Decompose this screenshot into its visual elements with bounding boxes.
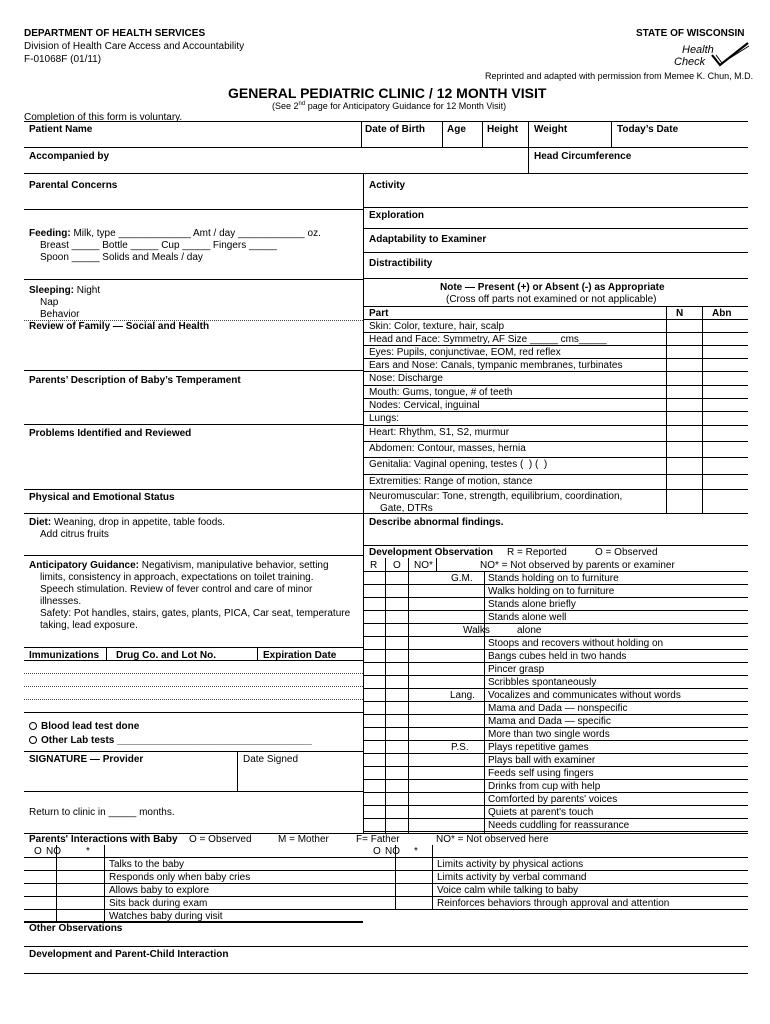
exam-row-line [363,411,748,412]
exam-row-line [363,385,748,386]
feeding-text: Milk, type _____________ Amt / day ____________ oz. [70,228,321,239]
reprint-note: Reprinted and adapted with permission from Memee K. Chun, M.D. [485,71,754,81]
exp-date-label: Expiration Date [263,650,337,661]
dev-row-line [363,779,748,780]
parental-concerns-label: Parental Concerns [29,180,118,191]
blood-lead-checkbox[interactable] [29,722,37,730]
state-name: STATE OF WISCONSIN [636,28,745,39]
interaction-row-line [363,870,748,871]
dev-milestone-label: Vocalizes and communicates without words [488,690,681,701]
dev-milestone-label: Stands alone briefly [488,599,576,610]
exam-part-label: Ears and Nose: Canals, tympanic membranes, turbinates [369,360,623,371]
diet-label: Diet: [29,517,52,528]
dev-milestone-label: Stoops and recovers without holding on [488,638,664,649]
feeding-line-3: Spoon _____ Solids and Meals / day [40,252,203,263]
exam-part-label: Genitalia: Vaginal opening, testes ( ) ( ) [369,459,548,470]
exam-row-line [363,441,748,442]
dev-row-line [363,714,748,715]
r-reported: R = Reported [507,547,567,558]
age-label: Age [447,124,466,135]
right-col-o: O [373,846,381,857]
other-lab-checkbox[interactable] [29,736,37,744]
interaction-item-left: Responds only when baby cries [109,872,251,883]
phys-emot-label: Physical and Emotional Status [29,492,175,503]
exam-part-label: Nodes: Cervical, inguinal [369,400,480,411]
feeding-label: Feeding: [29,228,71,239]
dev-row-line [363,753,748,754]
dev-obs-label: Development Observation [369,547,493,558]
dev-milestone-label: Needs cuddling for reassurance [488,820,630,831]
left-col-o: O [34,846,42,857]
form-number: F-01068F (01/11) [24,54,102,65]
sleeping-night: Night [74,285,101,296]
other-lab-row[interactable] [29,736,312,746]
blood-lead-row[interactable] [29,722,139,732]
ag-line-2: limits, consistency in approach, expectations on toilet training. [40,572,314,583]
dev-row-line [363,766,748,767]
interaction-row-line [24,896,363,897]
left-col-no: NO [46,846,61,857]
dev-milestone-label: Quiets at parent's touch [488,807,594,818]
interaction-row-line [24,883,363,884]
dev-row-line [363,805,748,806]
dev-milestone-label: Pincer grasp [488,664,545,675]
exam-row-line [363,474,748,475]
dev-milestone-label: Stands alone well [488,612,567,623]
legend-not-observed: NO* = Not observed here [436,834,549,845]
neuro-line-2: Gate, DTRs [380,503,433,514]
dev-milestone-label: Bangs cubes held in two hands [488,651,627,662]
exam-row-line [363,332,748,333]
legend-observed: O = Observed [189,834,252,845]
dev-row-line [363,831,748,832]
ag-line-6: taking, lead exposure. [40,620,138,631]
dev-milestone-label: Comforted by parents' voices [488,794,618,805]
head-circ-label: Head Circumference [534,151,632,162]
ag-text-1: Negativism, manipulative behavior, setting [139,560,329,571]
dev-category-label: Lang. [450,690,476,701]
dev-milestone-label: Plays ball with examiner [488,755,596,766]
col-no-label: NO* [414,560,433,571]
right-col-star: * [414,846,418,857]
dev-row-line [363,623,748,624]
interaction-item-right: Limits activity by verbal command [437,872,587,883]
describe-abnormal-label: Describe abnormal findings. [369,517,504,528]
n-label: N [676,308,684,319]
dept-name: DEPARTMENT OF HEALTH SERVICES [24,28,206,39]
interaction-row-line [24,922,363,923]
subtitle-post: page for Anticipatory Guidance for 12 Month Visit) [305,101,507,111]
ag-line-3: Speech stimulation. Review of fever control and care of minor [40,584,313,595]
dev-milestone-label: Feeds self using fingers [488,768,594,779]
dev-milestone-label: Walks holding on to furniture [488,586,615,597]
diet-line-2: Add citrus fruits [40,529,109,540]
interactions-label: Parents' Interactions with Baby [29,834,178,845]
dev-row-line [363,662,748,663]
dev-obs-header [369,548,493,558]
other-observations-label: Other Observations [29,923,123,934]
interaction-item-left: Watches baby during visit [109,911,223,922]
exam-part-label: Mouth: Gums, tongue, # of teeth [369,387,513,398]
feeding-line-1 [29,229,321,239]
drug-co-label: Drug Co. and Lot No. [116,650,216,661]
return-clinic: Return to clinic in _____ months. [29,807,175,818]
note-present-absent: Note — Present (+) or Absent (-) as Appropriate [440,282,665,293]
dev-row-line [363,649,748,650]
diet-text: Weaning, drop in appetite, table foods. [51,517,226,528]
interaction-row-line [24,870,363,871]
dev-milestone-label: More than two single words [488,729,610,740]
healthcheck-logo-icon [672,41,752,69]
exam-part-label: Extremities: Range of motion, stance [369,476,533,487]
interaction-item-left: Sits back during exam [109,898,208,909]
interaction-row-line [363,909,748,910]
temperament-label: Parents’ Description of Baby’s Temperament [29,375,241,386]
exam-part-label: Abdomen: Contour, masses, hernia [369,443,526,454]
dev-row-line [363,675,748,676]
division-name: Division of Health Care Access and Accountability [24,41,245,52]
nap-label: Nap [40,297,59,308]
voluntary-note: Completion of this form is voluntary. [24,112,183,123]
exam-part-label: Skin: Color, texture, hair, scalp [369,321,505,332]
accompanied-by-label: Accompanied by [29,151,110,162]
exam-part-label: Eyes: Pupils, conjunctivae, EOM, red reflex [369,347,561,358]
dev-row-line [363,701,748,702]
legend-father: F= Father [356,834,400,845]
col-o-label: O [393,560,401,571]
exam-part-label: Neuromuscular: Tone, strength, equilibrium, coordination, [369,491,623,502]
dev-category-label: G.M. [451,573,473,584]
dev-row-line [363,727,748,728]
dev-row-line [363,688,748,689]
col-r-label: R [370,560,378,571]
exam-row-line [363,398,748,399]
legend-mother: M = Mother [278,834,329,845]
problems-label: Problems Identified and Reviewed [29,428,192,439]
exam-row-line [363,489,748,490]
activity-label: Activity [369,180,406,191]
dev-row-line [363,584,748,585]
exam-row-line [363,345,748,346]
healthcheck-logo [672,41,752,69]
distractibility-label: Distractibility [369,258,433,269]
dev-milestone-label: Drinks from cup with help [488,781,601,792]
adaptability-label: Adaptability to Examiner [369,234,487,245]
interaction-row-line [363,896,748,897]
ag-line-4: illnesses. [40,596,82,607]
exam-part-label: Nose: Discharge [369,373,443,384]
interaction-item-left: Talks to the baby [109,859,185,870]
exam-part-label: Head and Face: Symmetry, AF Size _____ cms_____ [369,334,607,345]
interaction-item-right: Reinforces behaviors through approval and attention [437,898,670,909]
o-observed: O = Observed [595,547,658,558]
subtitle-sup: nd [298,101,306,107]
height-label: Height [487,124,519,135]
date-signed-label: Date Signed [243,754,299,765]
ag-label: Anticipatory Guidance: [29,560,140,571]
sleeping-line [29,286,100,296]
behavior-label: Behavior [40,309,80,320]
blood-lead-label: Blood lead test done [41,721,140,732]
interaction-row-line [363,883,748,884]
note-cross-off: (Cross off parts not examined or not applicable) [446,294,657,305]
form-title: GENERAL PEDIATRIC CLINIC / 12 MONTH VISIT [228,85,547,101]
right-col-no: NO [385,846,400,857]
signature-label: SIGNATURE — Provider [29,754,144,765]
dev-milestone-label: Plays repetitive games [488,742,589,753]
left-col-star: * [86,846,90,857]
dev-row-line [363,740,748,741]
dob-label: Date of Birth [365,124,425,135]
dev-milestone-label: alone [517,625,542,636]
dev-row-line [363,636,748,637]
other-lab-label: Other Lab tests ___________________________________ [41,735,312,746]
svg-text:Check: Check [674,56,706,68]
dev-row-line [363,818,748,819]
svg-text:Health: Health [682,44,714,56]
exam-part-label: Lungs: [369,413,400,424]
ag-line-1 [29,561,329,571]
dev-milestone-label: Mama and Dada — nonspecific [488,703,628,714]
todays-date-label: Today’s Date [617,124,679,135]
form-subtitle [272,101,506,111]
dev-milestone-label: Stands holding on to furniture [488,573,619,584]
exam-row-line [363,371,748,372]
weight-label: Weight [534,124,568,135]
diet-line [29,518,225,528]
exam-row-line [363,425,748,426]
interaction-item-right: Limits activity by physical actions [437,859,584,870]
exam-row-line [363,457,748,458]
dev-row-line [363,597,748,598]
exploration-label: Exploration [369,210,425,221]
dev-milestone-label: Mama and Dada — specific [488,716,611,727]
patient-name-label: Patient Name [29,124,93,135]
exam-part-label: Heart: Rhythm, S1, S2, murmur [369,427,510,438]
exam-row-line [363,358,748,359]
dev-parent-child-label: Development and Parent-Child Interaction [29,949,229,960]
dev-milestone-label: Scribbles spontaneously [488,677,597,688]
dev-row-line [363,610,748,611]
dev-row-line [363,792,748,793]
interaction-item-right: Voice calm while talking to baby [437,885,579,896]
sleeping-label: Sleeping: [29,285,75,296]
dev-category-label: P.S. [451,742,469,753]
interaction-item-left: Allows baby to explore [109,885,210,896]
review-family-label: Review of Family — Social and Health [29,321,210,332]
dev-category-label: Walks [463,625,490,636]
abn-label: Abn [712,308,732,319]
feeding-line-2: Breast _____ Bottle _____ Cup _____ Fingers _____ [40,240,277,251]
part-label: Part [369,308,389,319]
immunizations-label: Immunizations [29,650,100,661]
ag-line-5: Safety: Pot handles, stairs, gates, plants, PICA, Car seat, temperature [40,608,351,619]
no-note: NO* = Not observed by parents or examiner [480,560,675,571]
subtitle-pre: (See 2 [272,101,299,111]
interaction-row-line [24,909,363,910]
